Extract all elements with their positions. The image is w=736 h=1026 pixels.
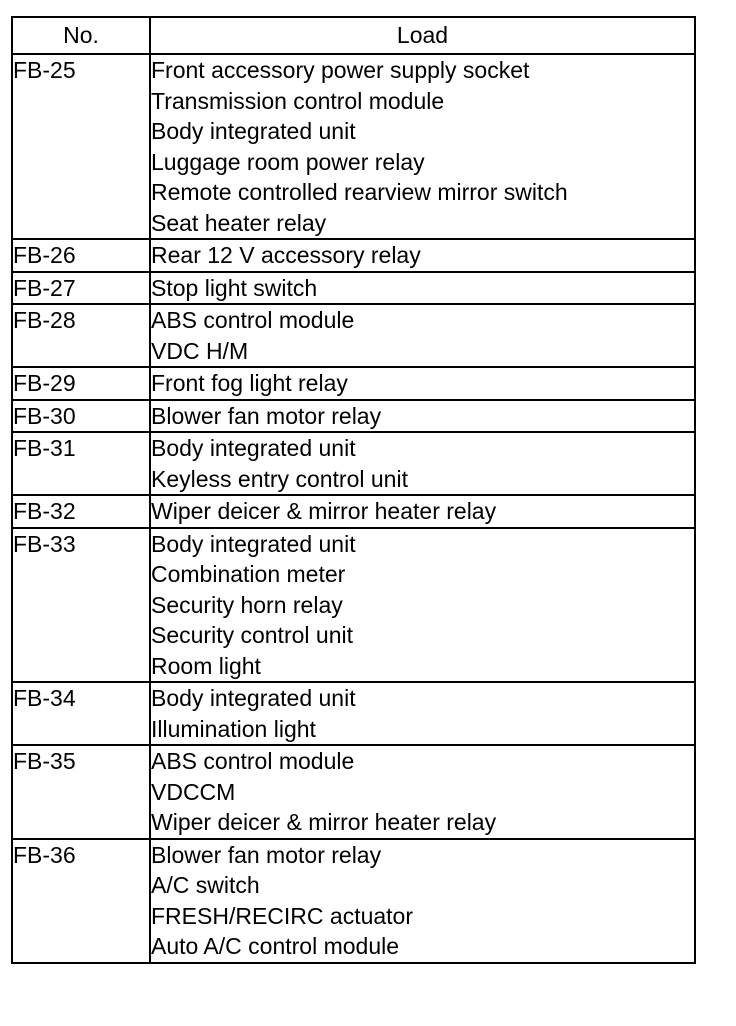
table-row bbox=[12, 400, 695, 433]
load-item: ABS control module bbox=[151, 748, 355, 774]
load-item: VDCCM bbox=[151, 778, 236, 805]
column-header-no: No. bbox=[12, 17, 150, 54]
load-item: VDC H/M bbox=[151, 337, 249, 364]
load-cell bbox=[150, 272, 695, 305]
load-cell bbox=[150, 745, 695, 839]
load-item: Body integrated unit bbox=[151, 435, 356, 461]
fuse-number-cell: FB-33 bbox=[12, 528, 150, 683]
fuse-number-cell: FB-32 bbox=[12, 495, 150, 528]
load-item: A/C switch bbox=[151, 872, 260, 898]
load-item: Keyless entry control unit bbox=[151, 465, 408, 492]
load-item: Auto A/C control module bbox=[151, 933, 400, 959]
column-header-load: Load bbox=[150, 17, 695, 54]
table-row bbox=[12, 239, 695, 272]
load-cell bbox=[150, 367, 695, 400]
load-item: Security horn relay bbox=[151, 591, 343, 618]
load-cell bbox=[150, 495, 695, 528]
load-item: Combination meter bbox=[151, 561, 346, 587]
load-cell bbox=[150, 400, 695, 433]
load-item: Blower fan motor relay bbox=[151, 841, 382, 868]
load-item: Security control unit bbox=[151, 622, 353, 648]
load-cell bbox=[150, 239, 695, 272]
load-item: Body integrated unit bbox=[151, 685, 356, 711]
load-item: Front fog light relay bbox=[151, 370, 348, 396]
load-item: ABS control module bbox=[151, 307, 355, 333]
table-row bbox=[12, 528, 695, 683]
load-item: Seat heater relay bbox=[151, 209, 327, 236]
table-body bbox=[12, 54, 695, 963]
load-cell bbox=[150, 839, 695, 963]
fuse-number-cell: FB-30 bbox=[12, 400, 150, 433]
load-item: Rear 12 V accessory relay bbox=[151, 242, 421, 268]
fuse-number-cell: FB-31 bbox=[12, 432, 150, 495]
load-item: Illumination light bbox=[151, 715, 316, 742]
table-row bbox=[12, 839, 695, 963]
load-item: Blower fan motor relay bbox=[151, 402, 382, 429]
fuse-number-cell: FB-29 bbox=[12, 367, 150, 400]
load-item: Body integrated unit bbox=[151, 118, 356, 144]
load-item: Body integrated unit bbox=[151, 530, 356, 557]
fuse-load-table bbox=[11, 16, 696, 964]
fuse-number-cell: FB-34 bbox=[12, 682, 150, 745]
fuse-number-cell: FB-36 bbox=[12, 839, 150, 963]
load-item: Remote controlled rearview mirror switch bbox=[151, 179, 568, 205]
fuse-number-cell: FB-25 bbox=[12, 54, 150, 239]
load-item: Room light bbox=[151, 652, 261, 679]
load-item: Wiper deicer & mirror heater relay bbox=[151, 498, 497, 524]
header-row bbox=[12, 17, 695, 54]
load-item: FRESH/RECIRC actuator bbox=[151, 902, 414, 929]
table-row bbox=[12, 682, 695, 745]
table-row bbox=[12, 432, 695, 495]
load-item: Wiper deicer & mirror heater relay bbox=[151, 809, 497, 835]
load-cell bbox=[150, 54, 695, 239]
fuse-number-cell: FB-35 bbox=[12, 745, 150, 839]
load-item: Transmission control module bbox=[151, 87, 445, 114]
table-row bbox=[12, 495, 695, 528]
table-row bbox=[12, 272, 695, 305]
table-row bbox=[12, 304, 695, 367]
load-cell bbox=[150, 682, 695, 745]
load-cell bbox=[150, 304, 695, 367]
table-row bbox=[12, 745, 695, 839]
load-cell bbox=[150, 432, 695, 495]
load-cell bbox=[150, 528, 695, 683]
fuse-number-cell: FB-28 bbox=[12, 304, 150, 367]
table-row bbox=[12, 54, 695, 239]
fuse-number-cell: FB-26 bbox=[12, 239, 150, 272]
load-item: Front accessory power supply socket bbox=[151, 57, 530, 83]
table-row bbox=[12, 367, 695, 400]
load-item: Luggage room power relay bbox=[151, 148, 425, 175]
fuse-number-cell: FB-27 bbox=[12, 272, 150, 305]
load-item: Stop light switch bbox=[151, 274, 318, 301]
